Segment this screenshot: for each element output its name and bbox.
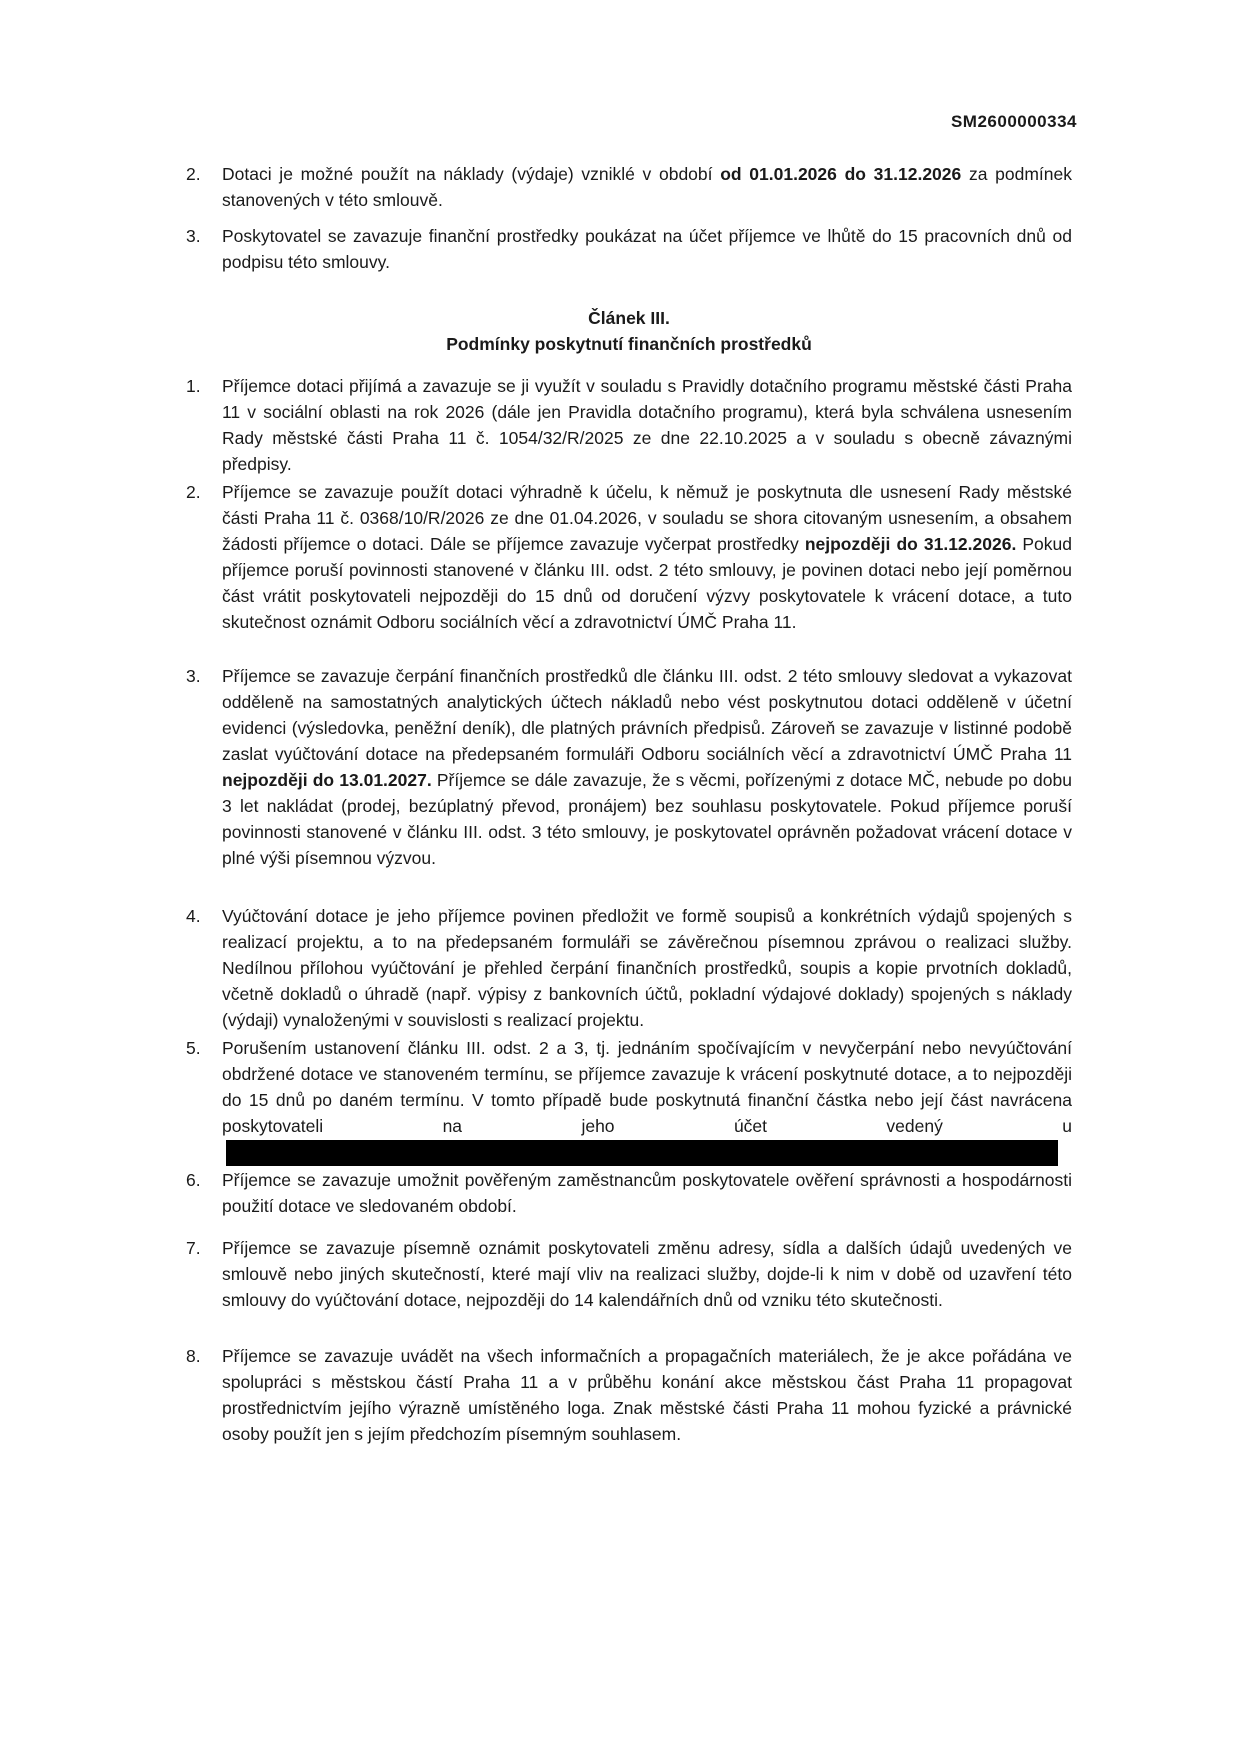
paragraph-top-3	[186, 223, 1072, 275]
paragraph-number: 3.	[186, 666, 201, 686]
paragraph-text	[222, 373, 1072, 477]
paragraph-text	[222, 1167, 1072, 1219]
paragraph-5	[186, 1035, 1072, 1166]
paragraph-number: 8.	[186, 1346, 201, 1366]
text-run-bold: nejpozději do 13.01.2027.	[222, 770, 432, 790]
paragraph-number: 2.	[186, 164, 201, 184]
text-run: Poskytovatel se zavazuje finanční prostředky poukázat na účet příjemce ve lhůtě do 15 pracovních dnů od podpisu této smlouvy.	[222, 226, 1072, 272]
paragraph-text	[222, 1343, 1072, 1447]
paragraph-number: 6.	[186, 1170, 201, 1190]
text-run: Příjemce se dále zavazuje, že s věcmi, pořízenými z dotace MČ, nebude po dobu 3 let nakládat (prodej, bezúplatný převod, pronájem) bez souhlasu poskytovatele. Pokud příjemce poruší povinnosti stanovené v článku III. odst. 3 této smlouvy, je poskytovatel oprávněn požadovat vrácení dotace v plné výši písemnou výzvou.	[222, 770, 1072, 868]
text-run: Porušením ustanovení článku III. odst. 2 a 3, tj. jednáním spočívajícím v nevyčerpání nebo nevyúčtování obdržené dotace ve stanoveném termínu, se příjemce zavazuje k vrácení poskytnuté dotace, a to nejpozději do 15 dnů po daném termínu. V tomto případě bude poskytnutá finanční částka nebo její část navrácena poskytovateli na jeho účet vedený u	[222, 1038, 1072, 1136]
paragraph-text	[222, 1035, 1072, 1166]
paragraph-number: 2.	[186, 482, 201, 502]
paragraph-8	[186, 1343, 1072, 1447]
article-subtitle: Podmínky poskytnutí finančních prostředků	[446, 334, 812, 354]
redaction-bar	[226, 1140, 1058, 1166]
text-run-bold: nejpozději do 31.12.2026.	[804, 534, 1017, 554]
paragraph-number: 1.	[186, 376, 201, 396]
paragraph-text	[222, 479, 1072, 635]
paragraph-number: 3.	[186, 226, 201, 246]
text-run: Příjemce se zavazuje použít dotaci výhradně k účelu, k němuž je poskytnuta dle usnesení Rady městské části Praha 11 č. 0368/10/R/2026 ze dne 01.04.2026, v souladu se shora citovaným usnesením, a obsahem žádosti příjemce o dotaci. Dále se příjemce zavazuje vyčerpat prostředky	[222, 482, 1072, 554]
paragraph-6	[186, 1167, 1072, 1219]
paragraph-3	[186, 663, 1072, 871]
paragraph-text	[222, 161, 1072, 213]
paragraph-text	[222, 663, 1072, 871]
text-run-bold: od 01.01.2026 do 31.12.2026	[720, 164, 962, 184]
paragraph-1	[186, 373, 1072, 477]
paragraph-top-2	[186, 161, 1072, 213]
text-run: Příjemce se zavazuje umožnit pověřeným zaměstnancům poskytovatele ověření správnosti a hospodárnosti použití dotace ve sledovaném období.	[222, 1170, 1072, 1216]
text-run: Dotaci je možné použít na náklady (výdaje) vzniklé v období	[222, 164, 721, 184]
paragraph-number: 4.	[186, 906, 201, 926]
paragraph-number: 5.	[186, 1038, 201, 1058]
text-run: Příjemce dotaci přijímá a zavazuje se ji využít v souladu s Pravidly dotačního programu městské části Praha 11 v sociální oblasti na rok 2026 (dále jen Pravidla dotačního programu), která byla schválena usnesením Rady městské části Praha 11 č. 1054/32/R/2025 ze dne 22.10.2025 a v souladu s obecně závaznými předpisy.	[222, 376, 1072, 474]
paragraph-text	[222, 223, 1072, 275]
text-run: Příjemce se zavazuje písemně oznámit poskytovateli změnu adresy, sídla a dalších údajů uvedených ve smlouvě nebo jiných skutečností, které mají vliv na realizaci služby, dojde-li k nim v době od uzavření této smlouvy do vyúčtování dotace, nejpozději do 14 kalendářních dnů od vzniku této skutečnosti.	[222, 1238, 1072, 1310]
text-run: Pokud příjemce poruší povinnosti stanovené v článku III. odst. 2 této smlouvy, je povinen dotaci nebo její poměrnou část vrátit poskytovateli nejpozději do 15 dnů od doručení výzvy poskytovatele k vrácení dotace, a tuto skutečnost oznámit Odboru sociálních věcí a zdravotnictví ÚMČ Praha 11.	[222, 534, 1072, 632]
document-number: SM2600000334	[950, 112, 1077, 131]
paragraph-7	[186, 1235, 1072, 1313]
text-run: Příjemce se zavazuje čerpání finančních prostředků dle článku III. odst. 2 této smlouvy sledovat a vykazovat odděleně na samostatných analytických účtech nákladů nebo vést poskytnutou dotaci odděleně v účetní evidenci (výsledovka, peněžní deník), dle platných právních předpisů. Zároveň se zavazuje v listinné podobě zaslat vyúčtování dotace na předepsaném formuláři Odboru sociálních věcí a zdravotnictví ÚMČ Praha 11	[222, 666, 1072, 764]
paragraph-2	[186, 479, 1072, 635]
text-run: Příjemce se zavazuje uvádět na všech informačních a propagačních materiálech, že je akce pořádána ve spolupráci s městskou částí Praha 11 a v průběhu konání akce městskou část Praha 11 propagovat prostřednictvím jejího výrazně umístěného loga. Znak městské části Praha 11 mohou fyzické a právnické osoby použít jen s jejím předchozím písemným souhlasem.	[222, 1346, 1072, 1444]
paragraph-text	[222, 1235, 1072, 1313]
text-run: za podmínek stanovených v této smlouvě.	[222, 164, 1072, 210]
article-title: Článek III.	[588, 308, 670, 328]
paragraph-text	[222, 903, 1072, 1033]
text-run: Vyúčtování dotace je jeho příjemce povinen předložit ve formě soupisů a konkrétních výdajů spojených s realizací projektu, a to na předepsaném formuláři se závěrečnou písemnou zprávou o realizaci služby. Nedílnou přílohou vyúčtování je přehled čerpání finančních prostředků, soupis a kopie prvotních dokladů, včetně dokladů o úhradě (např. výpisy z bankovních účtů, pokladní výdajové doklady) spojených s náklady (výdaji) vynaloženými v souvislosti s realizací projektu.	[222, 906, 1072, 1030]
paragraph-4	[186, 903, 1072, 1033]
paragraph-number: 7.	[186, 1238, 201, 1258]
